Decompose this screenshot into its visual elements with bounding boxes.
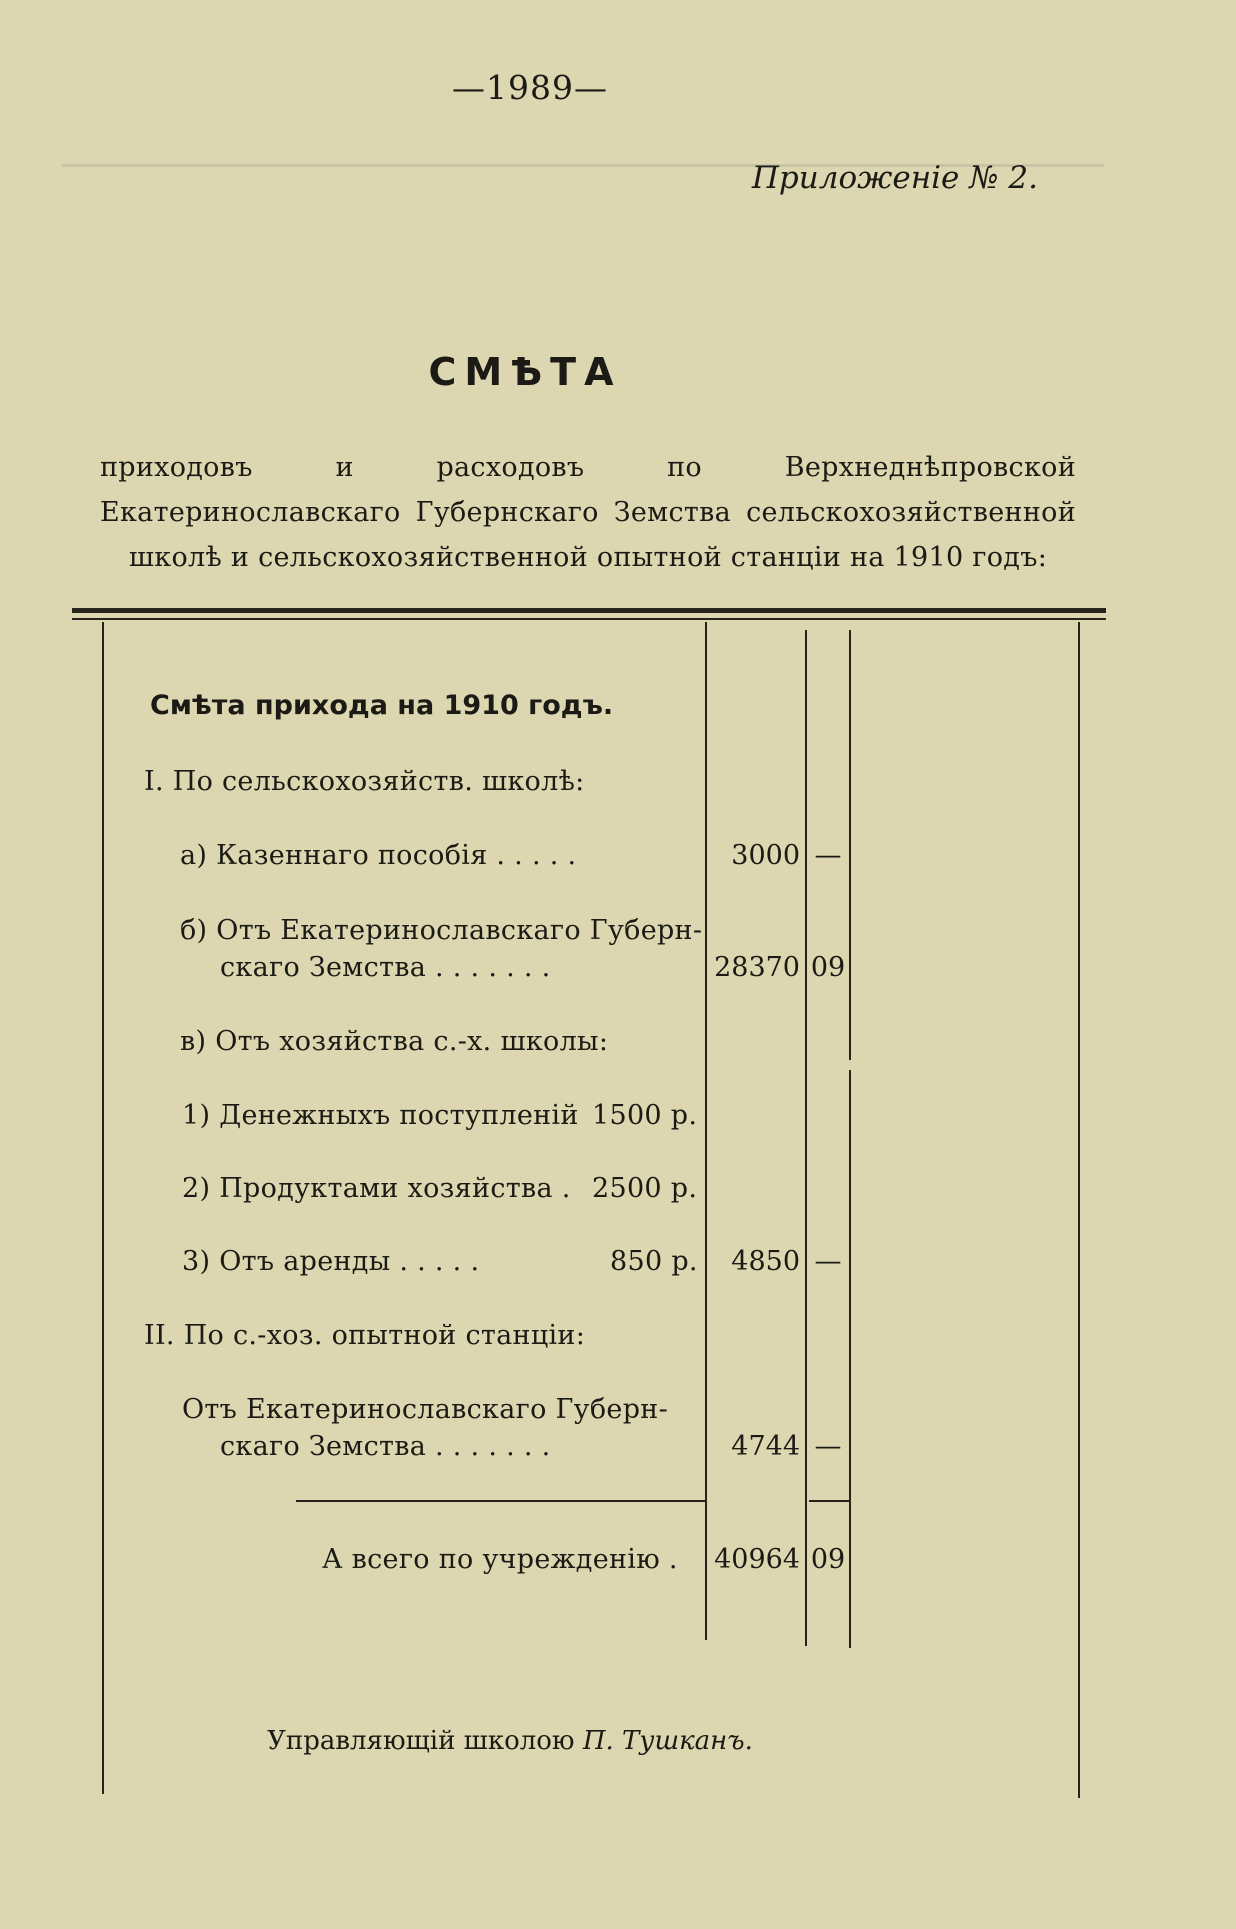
sub-2-label: 2) Продуктами хозяйства . [182, 1173, 571, 1204]
table-right-border [1078, 622, 1080, 1798]
table-top-rule [72, 608, 1106, 613]
sub-2-value: 2500 р. [592, 1173, 698, 1204]
sub-3-kop: — [814, 1246, 842, 1277]
table-left-border [102, 622, 104, 1794]
row-b-kop: 09 [810, 952, 846, 983]
document-subtitle: приходовъ и расходовъ по Верхнеднѣпровской Екатеринославскаго Губернскаго Земства сельскохозяйственной школѣ и сельскохозяйственной опытной станціи на 1910 годъ: [100, 452, 1076, 573]
row-station-kop: — [814, 1431, 842, 1462]
row-a-amount: 3000 [731, 840, 800, 871]
document-title: СМѢТА [428, 350, 622, 394]
total-rule-kop [809, 1500, 849, 1502]
page-number: —1989— [452, 68, 608, 107]
sub-1-label: 1) Денежныхъ поступленій [182, 1100, 579, 1131]
column-divider-kop [805, 630, 807, 1646]
row-station-amount: 4744 [731, 1431, 800, 1462]
sub-3-value: 850 р. [610, 1246, 698, 1277]
total-rule [296, 1500, 705, 1502]
total-label: А всего по учрежденію . [322, 1544, 678, 1575]
row-b-label-line1: б) Отъ Екатеринославскаго Губерн- [180, 915, 703, 946]
signature [0, 1726, 1020, 1756]
sub-1-value: 1500 р. [592, 1100, 698, 1131]
total-kop: 09 [810, 1544, 846, 1575]
row-station-label-line1: Отъ Екатеринославскаго Губерн- [182, 1394, 669, 1425]
part2-heading: II. По с.-хоз. опытной станціи: [144, 1320, 586, 1351]
column-divider-right-lower [849, 1070, 851, 1648]
column-divider-right [849, 630, 851, 1060]
signature-name: П. Тушканъ. [582, 1726, 753, 1756]
total-amount: 40964 [714, 1544, 800, 1575]
signature-prefix: Управляющій школою [267, 1726, 575, 1756]
sub-3-amount: 4850 [731, 1246, 800, 1277]
column-divider-amount [705, 622, 707, 1640]
row-b-amount: 28370 [714, 952, 800, 983]
part1-heading: I. По сельскохозяйств. школѣ: [144, 766, 585, 797]
sub-3-label: 3) Отъ аренды . . . . . [182, 1246, 480, 1277]
table-top-rule-thin [72, 618, 1106, 620]
section-title: Смѣта прихода на 1910 годъ. [150, 690, 614, 721]
row-a-kop: — [814, 840, 842, 871]
row-b-label-line2: скаго Земства . . . . . . . [220, 952, 551, 983]
row-a-label: а) Казеннаго пособія . . . . . [180, 840, 577, 871]
row-v-label: в) Отъ хозяйства с.-х. школы: [180, 1026, 609, 1057]
row-station-label-line2: скаго Земства . . . . . . . [220, 1431, 551, 1462]
appendix-label: Приложеніе № 2. [751, 160, 1038, 196]
